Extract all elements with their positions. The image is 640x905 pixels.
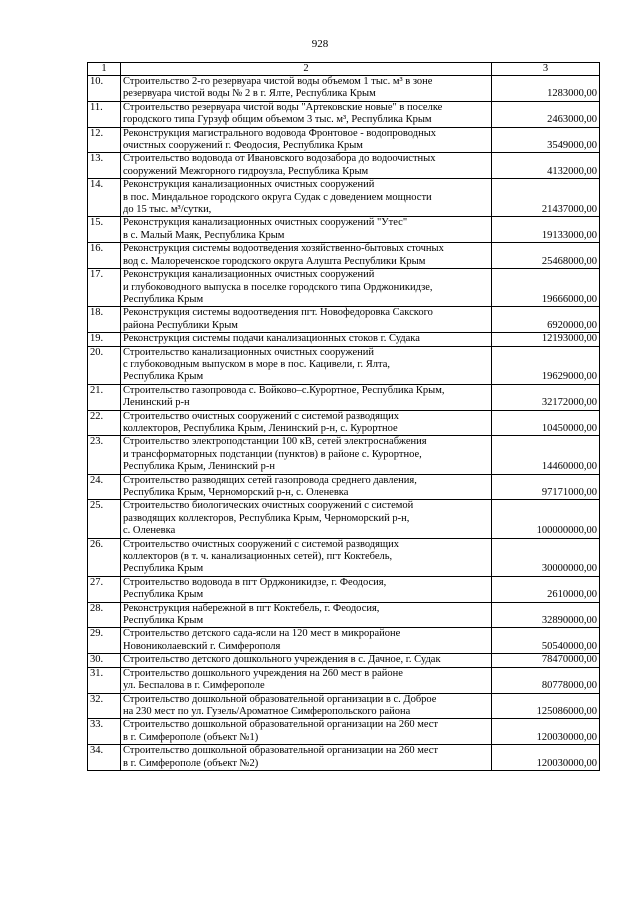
row-description: Реконструкция набережной в пгт Коктебель, г. Феодосия, Республика Крым xyxy=(121,602,492,628)
row-description: Строительство электроподстанции 100 кВ, сетей электроснабжения и трансформаторных подстанции (пунктов) в районе с. Курортное, Республика Крым, Ленинский р-н xyxy=(121,436,492,474)
row-description: Строительство газопровода с. Войково–с.Курортное, Республика Крым, Ленинский р-н xyxy=(121,384,492,410)
table-row xyxy=(88,127,600,153)
row-description: Строительство дошкольного учреждения на 260 мест в районе ул. Беспалова в г. Симферополе xyxy=(121,667,492,693)
row-number: 13. xyxy=(88,153,121,179)
row-description: Реконструкция канализационных очистных сооружений "Утес" в с. Малый Маяк, Республика Крым xyxy=(121,217,492,243)
row-number: 11. xyxy=(88,101,121,127)
table-row xyxy=(88,602,600,628)
row-amount: 32172000,00 xyxy=(492,384,600,410)
row-amount: 120030000,00 xyxy=(492,745,600,771)
row-number: 15. xyxy=(88,217,121,243)
table-row xyxy=(88,269,600,307)
row-amount: 78470000,00 xyxy=(492,654,600,667)
table-row xyxy=(88,667,600,693)
table-row xyxy=(88,719,600,745)
row-amount: 19629000,00 xyxy=(492,346,600,384)
column-header: 1 xyxy=(88,63,121,76)
row-description: Строительство дошкольной образовательной организации в с. Доброе на 230 мест по ул. Гузель/Ароматное Симферопольского района xyxy=(121,693,492,719)
row-number: 20. xyxy=(88,346,121,384)
table-row xyxy=(88,346,600,384)
row-number: 29. xyxy=(88,628,121,654)
row-description: Строительство очистных сооружений с системой разводящих коллекторов, Республика Крым, Ленинский р-н, с. Курортное xyxy=(121,410,492,436)
row-description: Строительство биологических очистных сооружений с системой разводящих коллекторов, Республика Крым, Черноморский р-н, с. Оленевка xyxy=(121,500,492,538)
page-number: 928 xyxy=(311,38,329,50)
row-number: 25. xyxy=(88,500,121,538)
row-description: Реконструкция системы подачи канализационных стоков г. Судака xyxy=(121,333,492,346)
row-number: 26. xyxy=(88,538,121,576)
table-row xyxy=(88,628,600,654)
row-number: 27. xyxy=(88,576,121,602)
row-number: 34. xyxy=(88,745,121,771)
table-row xyxy=(88,474,600,500)
row-description: Реконструкция магистрального водовода Фронтовое - водопроводных очистных сооружений г. Феодосия, Республика Крым xyxy=(121,127,492,153)
row-number: 16. xyxy=(88,243,121,269)
table-row xyxy=(88,384,600,410)
row-description: Строительство детского дошкольного учреждения в с. Дачное, г. Судак xyxy=(121,654,492,667)
table-row xyxy=(88,307,600,333)
table-row xyxy=(88,745,600,771)
row-amount: 2463000,00 xyxy=(492,101,600,127)
row-amount: 50540000,00 xyxy=(492,628,600,654)
table-row xyxy=(88,333,600,346)
table-row xyxy=(88,217,600,243)
row-amount: 14460000,00 xyxy=(492,436,600,474)
row-amount: 2610000,00 xyxy=(492,576,600,602)
row-description: Строительство резервуара чистой воды "Артековские новые" в поселке городского типа Гурзуф общим объемом 3 тыс. м³, Республика Крым xyxy=(121,101,492,127)
row-description: Строительство детского сада-ясли на 120 мест в микрорайоне Новониколаевский г. Симферополя xyxy=(121,628,492,654)
column-header: 2 xyxy=(121,63,492,76)
row-amount: 125086000,00 xyxy=(492,693,600,719)
row-amount: 32890000,00 xyxy=(492,602,600,628)
row-amount: 120030000,00 xyxy=(492,719,600,745)
row-number: 28. xyxy=(88,602,121,628)
table-row xyxy=(88,101,600,127)
row-number: 17. xyxy=(88,269,121,307)
column-header: 3 xyxy=(492,63,600,76)
row-amount: 100000000,00 xyxy=(492,500,600,538)
row-number: 30. xyxy=(88,654,121,667)
row-description: Строительство дошкольной образовательной организации на 260 мест в г. Симферополе (объект №1) xyxy=(121,719,492,745)
row-description: Реконструкция канализационных очистных сооружений и глубоководного выпуска в поселке городского типа Орджоникидзе, Республика Крым xyxy=(121,269,492,307)
table-row xyxy=(88,436,600,474)
row-amount: 80778000,00 xyxy=(492,667,600,693)
row-number: 10. xyxy=(88,76,121,102)
table-row xyxy=(88,243,600,269)
table-row xyxy=(88,693,600,719)
row-amount: 6920000,00 xyxy=(492,307,600,333)
row-amount: 97171000,00 xyxy=(492,474,600,500)
table-row xyxy=(88,576,600,602)
row-description: Строительство водовода в пгт Орджоникидзе, г. Феодосия, Республика Крым xyxy=(121,576,492,602)
row-amount: 30000000,00 xyxy=(492,538,600,576)
row-description: Реконструкция системы водоотведения пгт. Новофедоровка Сакского района Республики Крым xyxy=(121,307,492,333)
table-row xyxy=(88,538,600,576)
row-amount: 19666000,00 xyxy=(492,269,600,307)
row-amount: 12193000,00 xyxy=(492,333,600,346)
row-description: Реконструкция канализационных очистных сооружений в пос. Миндальное городского округа Судак с доведением мощности до 15 тыс. м³/сутки, xyxy=(121,179,492,217)
row-description: Строительство 2-го резервуара чистой воды объемом 1 тыс. м³ в зоне резервуара чистой воды № 2 в г. Ялте, Республика Крым xyxy=(121,76,492,102)
row-amount: 21437000,00 xyxy=(492,179,600,217)
row-amount: 3549000,00 xyxy=(492,127,600,153)
row-number: 23. xyxy=(88,436,121,474)
row-amount: 19133000,00 xyxy=(492,217,600,243)
row-number: 19. xyxy=(88,333,121,346)
row-description: Реконструкция системы водоотведения хозяйственно-бытовых сточных вод с. Малореченское городского округа Алушта Республики Крым xyxy=(121,243,492,269)
row-description: Строительство канализационных очистных сооружений с глубоководным выпуском в море в пос. Кацивели, г. Ялта, Республика Крым xyxy=(121,346,492,384)
row-number: 32. xyxy=(88,693,121,719)
row-number: 33. xyxy=(88,719,121,745)
projects-table xyxy=(87,62,600,771)
row-description: Строительство очистных сооружений с системой разводящих коллекторов (в т. ч. канализационных сетей), пгт Коктебель, Республика Крым xyxy=(121,538,492,576)
row-number: 14. xyxy=(88,179,121,217)
table-row xyxy=(88,500,600,538)
row-number: 24. xyxy=(88,474,121,500)
row-number: 31. xyxy=(88,667,121,693)
row-description: Строительство дошкольной образовательной организации на 260 мест в г. Симферополе (объект №2) xyxy=(121,745,492,771)
table-row xyxy=(88,76,600,102)
table-row xyxy=(88,654,600,667)
row-amount: 25468000,00 xyxy=(492,243,600,269)
row-description: Строительство водовода от Ивановского водозабора до водоочистных сооружений Межгорного гидроузла, Республика Крым xyxy=(121,153,492,179)
table-row xyxy=(88,410,600,436)
table-row xyxy=(88,153,600,179)
row-number: 18. xyxy=(88,307,121,333)
table-header-row xyxy=(88,63,600,76)
row-number: 12. xyxy=(88,127,121,153)
row-amount: 1283000,00 xyxy=(492,76,600,102)
row-description: Строительство разводящих сетей газопровода среднего давления, Республика Крым, Черноморский р-н, с. Оленевка xyxy=(121,474,492,500)
row-number: 22. xyxy=(88,410,121,436)
row-number: 21. xyxy=(88,384,121,410)
table-row xyxy=(88,179,600,217)
row-amount: 10450000,00 xyxy=(492,410,600,436)
row-amount: 4132000,00 xyxy=(492,153,600,179)
